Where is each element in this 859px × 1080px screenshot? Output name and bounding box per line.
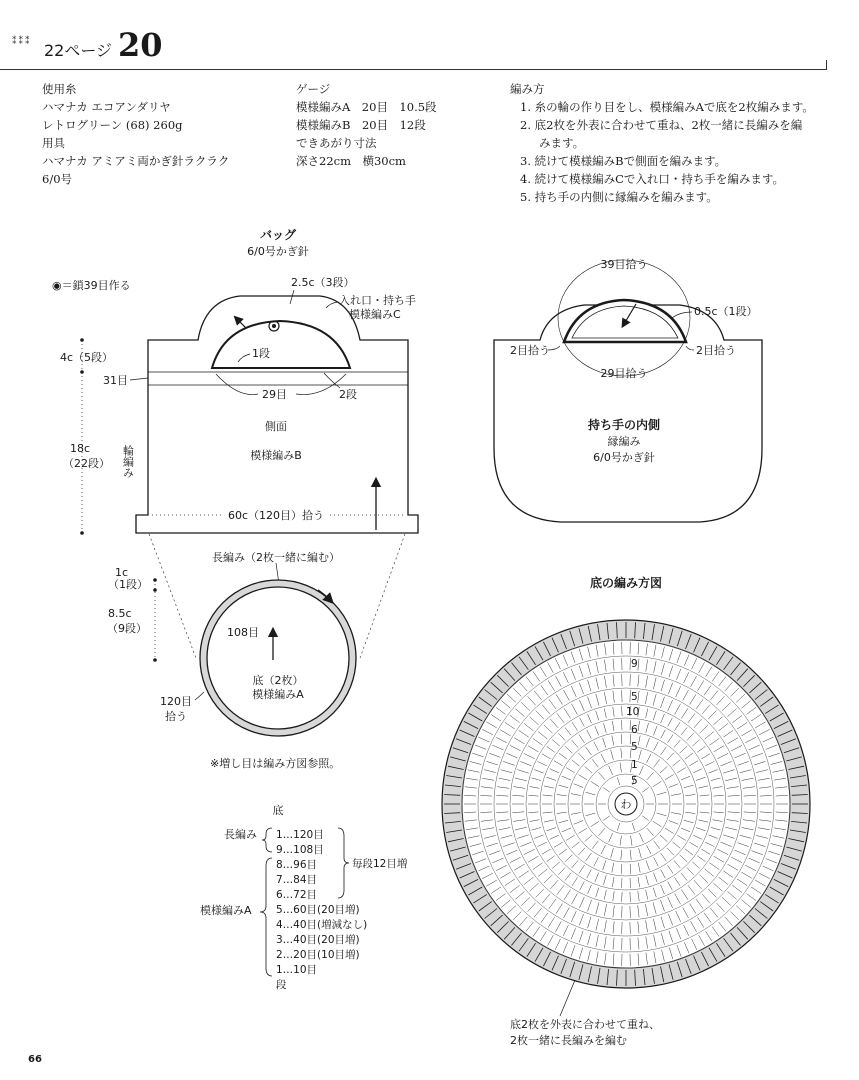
size-title: できあがり寸法 — [296, 136, 377, 150]
chart-row-mark-a: 5 — [631, 691, 638, 703]
yarn-title: 使用糸 — [42, 82, 77, 96]
ring-label: 輪編み — [121, 445, 135, 478]
page-number: 66 — [28, 1054, 42, 1065]
side-title: 側面 — [265, 420, 287, 433]
chart-row-mark-9: 9 — [631, 658, 638, 670]
st29-label: 29目 — [262, 388, 287, 401]
chart-row-mark-g: 5 — [631, 775, 638, 787]
h2b: （9段） — [107, 622, 147, 635]
chain-start-dot — [272, 324, 276, 328]
instruction-step-2: 2. 底2枚を外表に合わせて重ね、2枚一緒に長編みを編 — [520, 118, 803, 132]
side-top-height-label: 4c（5段） — [60, 351, 114, 364]
table-footer: 段 — [276, 979, 287, 991]
bag-hook: 6/0号かぎ針 — [247, 245, 309, 258]
table-pattern-label: 模様編みA — [200, 904, 252, 917]
gauge-line-1: 模様編みA 20目 10.5段 — [296, 100, 437, 114]
increase-bracket — [338, 828, 349, 898]
pick2-right: 2目拾う — [696, 344, 736, 357]
round-stitch-chart — [442, 575, 810, 1047]
chart-note-2: 2枚一緒に長編みを編む — [510, 1034, 627, 1047]
size-value: 深さ22cm 横30cm — [296, 154, 406, 168]
gauge-line-2: 模様編みB 20目 12段 — [296, 118, 426, 132]
instruction-step-3: 3. 続けて模様編みBで側面を編みます。 — [520, 154, 727, 168]
handle-inner-hook: 6/0号かぎ針 — [593, 451, 655, 464]
opening-label-1: 入れ口・持ち手 — [339, 294, 416, 307]
instruction-step-2-cont: みます。 — [539, 136, 585, 150]
base-diagram — [107, 550, 356, 770]
table-row-1: 9…108目 — [276, 844, 324, 856]
tools-title: 用具 — [42, 136, 65, 150]
table-row-4: 6…72目 — [276, 889, 318, 901]
base-inner-circle — [207, 587, 349, 729]
yarn-name: ハマナカ エコアンダリヤ — [42, 100, 171, 114]
table-dc-label: 長編み — [224, 828, 257, 841]
side-pattern: 模様編みB — [250, 449, 302, 462]
chart-row-mark-c: 6 — [631, 724, 638, 736]
instruction-step-1: 1. 糸の輪の作り目をし、模様編みAで底を2枚編みます。 — [520, 100, 814, 114]
edge-height-label: 0.5c（1段） — [694, 305, 758, 318]
st31-label: 31目 — [103, 374, 128, 387]
h2a: 8.5c — [108, 607, 132, 620]
page-reference: 22ページ — [44, 41, 113, 60]
star-ornament-icon: ⁑⁑⁑ — [12, 37, 32, 47]
h1a: 1c — [115, 566, 129, 579]
table-row-8: 2…20目(10目増) — [276, 949, 360, 961]
table-row-5: 5…60目(20目増) — [276, 904, 360, 916]
table-row-0: 1…120目 — [276, 829, 324, 841]
pick2-left: 2目拾う — [510, 344, 550, 357]
pattern-bracket — [260, 858, 272, 976]
table-row-2: 8…96目 — [276, 859, 318, 871]
tool-line-1: ハマナカ アミアミ両かぎ針ラクラク — [42, 154, 230, 168]
handle-opening — [212, 321, 350, 368]
bottom-pickup-label: 60c（120目）拾う — [227, 509, 325, 522]
chart-title: 底の編み方図 — [589, 576, 663, 590]
tool-line-2: 6/0号 — [42, 172, 73, 186]
instruction-step-4: 4. 続けて模様編みCで入れ口・持ち手を編みます。 — [520, 172, 785, 186]
chart-row-mark-b: 10 — [626, 706, 640, 718]
side-height-1: 18c — [70, 442, 91, 455]
chart-row-mark-f: 1 — [631, 759, 638, 771]
dc-bracket — [262, 828, 272, 852]
chart-note-1: 底2枚を外表に合わせて重ね、 — [510, 1018, 660, 1031]
handle-arrow-icon — [237, 319, 246, 328]
pick29-label: 29目拾う — [600, 367, 648, 380]
table-row-9: 1…10目 — [276, 964, 318, 976]
dc-note: 長編み（2枚一緒に編む） — [212, 551, 340, 564]
gauge-title: ゲージ — [296, 82, 331, 96]
handle-inner-title: 持ち手の内側 — [587, 418, 661, 432]
table-row-6: 4…40目(増減なし) — [276, 919, 368, 931]
table-row-7: 3…40目(20目増) — [276, 934, 360, 946]
base-title-2: 模様編みA — [252, 688, 304, 701]
pick39-label: 39目拾う — [600, 258, 648, 271]
instruction-step-5: 5. 持ち手の内側に縁編みを編みます。 — [520, 190, 718, 204]
st108-label: 108目 — [227, 626, 259, 639]
opening-label-2: 模様編みC — [349, 308, 401, 321]
chart-row-mark-e: 5 — [631, 741, 638, 753]
pick120-a: 120目 — [160, 695, 192, 708]
handle-height-label: 2.5c（3段） — [291, 276, 355, 289]
table-increase: 毎段12目増 — [352, 858, 408, 870]
handle-inner-pattern: 縁編み — [607, 435, 641, 448]
table-title: 底 — [272, 804, 284, 817]
increase-note: ※増し目は編み方図参照。 — [210, 757, 341, 770]
chart-center-label: わ — [620, 798, 632, 811]
chain-note: ◉＝鎖39目作る — [52, 279, 131, 292]
instructions-title: 編み方 — [510, 82, 545, 96]
row-1-label: 1段 — [252, 347, 270, 360]
row-table — [200, 803, 408, 991]
pattern-number: 20 — [118, 26, 163, 64]
bag-title: バッグ — [259, 228, 297, 242]
handle-inner-diagram — [494, 257, 762, 522]
side-height-2: （22段） — [63, 457, 110, 470]
pick120-b: 拾う — [165, 710, 187, 723]
base-title-1: 底（2枚） — [252, 674, 304, 687]
row-2-label: 2段 — [339, 388, 357, 401]
yarn-color: レトログリーン (68) 260g — [42, 118, 183, 132]
table-row-3: 7…84目 — [276, 874, 318, 886]
h1b: （1段） — [108, 578, 148, 591]
